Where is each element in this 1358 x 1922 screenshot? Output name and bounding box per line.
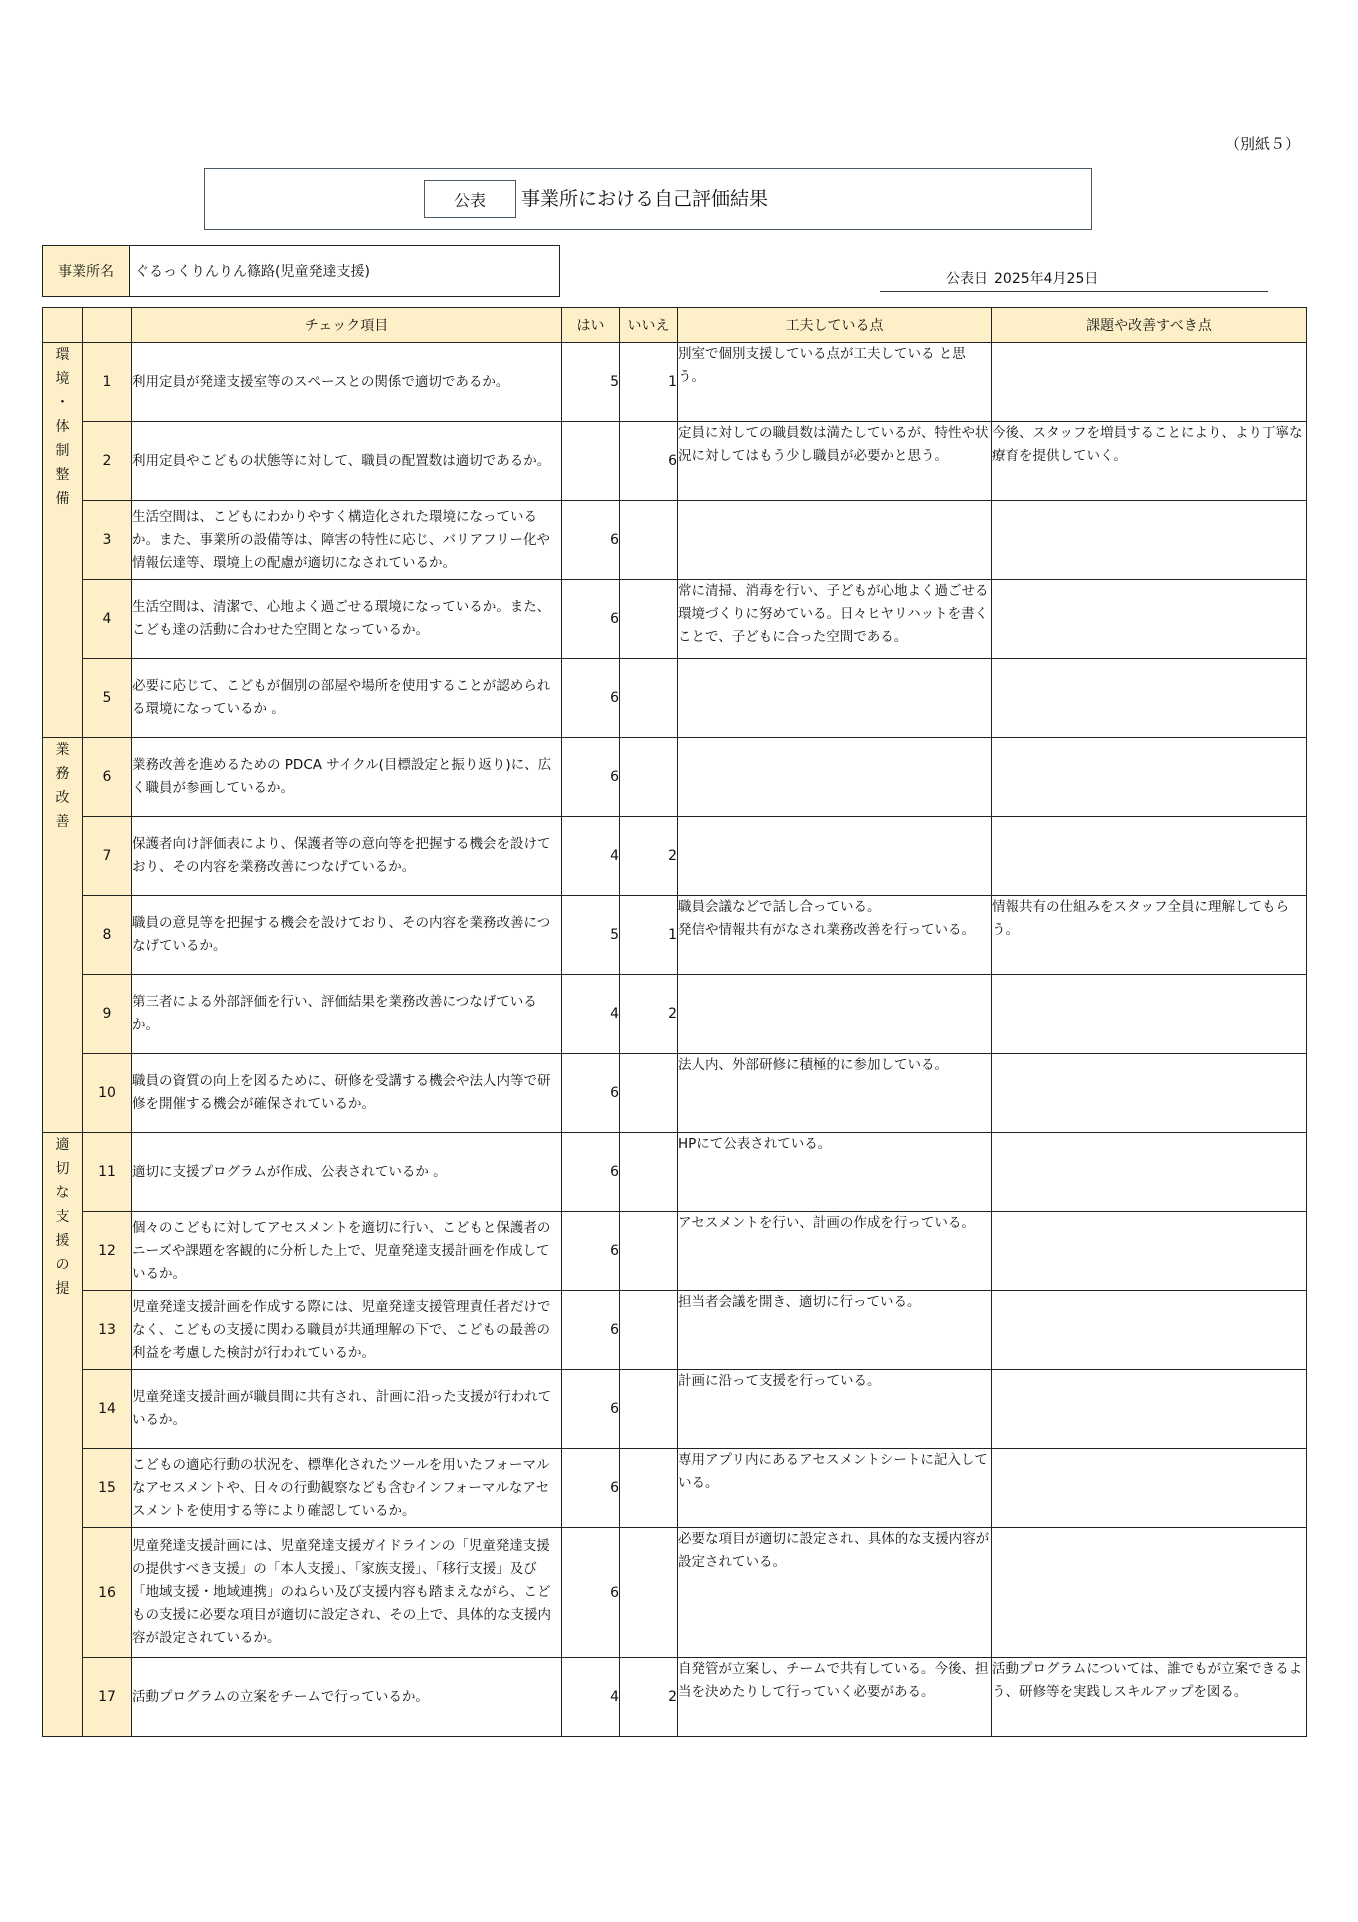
header-yes: はい [562, 308, 620, 343]
good-point: 自発管が立案し、チームで共有している。今後、担当を決めたりして行っていく必要がある。 [678, 1658, 992, 1737]
issue-point [992, 1370, 1307, 1449]
table-row [43, 1133, 1307, 1212]
issue-point [992, 580, 1307, 659]
publication-date-value: 2025年4月25日 [994, 271, 1099, 287]
table-row [43, 1528, 1307, 1658]
good-point: 計画に沿って支援を行っている。 [678, 1370, 992, 1449]
good-point: 担当者会議を開き、適切に行っている。 [678, 1291, 992, 1370]
row-number: 7 [83, 817, 132, 896]
no-count [620, 659, 678, 738]
row-number: 14 [83, 1370, 132, 1449]
good-point [678, 738, 992, 817]
issue-point: 情報共有の仕組みをスタッフ全員に理解してもらう。 [992, 896, 1307, 975]
good-point: 必要な項目が適切に設定され、具体的な支援内容が設定されている。 [678, 1528, 992, 1658]
yes-count: 6 [562, 1133, 620, 1212]
no-count [620, 501, 678, 580]
category-cell [43, 738, 83, 1133]
issue-point [992, 659, 1307, 738]
row-number: 4 [83, 580, 132, 659]
office-label: 事業所名 [43, 246, 130, 296]
no-count [620, 738, 678, 817]
good-point: HPにて公表されている。 [678, 1133, 992, 1212]
annex-label: （別紙５） [1224, 135, 1300, 153]
good-point [678, 817, 992, 896]
issue-point [992, 1528, 1307, 1658]
header-no: いいえ [620, 308, 678, 343]
check-item: 児童発達支援計画を作成する際には、児童発達支援管理責任者だけでなく、こどもの支援に関わる職員が共通理解の下で、こどもの最善の利益を考慮した検討が行われているか。 [132, 1291, 562, 1370]
table-row [43, 1054, 1307, 1133]
check-item: 活動プログラムの立案をチームで行っているか。 [132, 1658, 562, 1737]
header-issues: 課題や改善すべき点 [992, 308, 1307, 343]
check-item: 児童発達支援計画には、児童発達支援ガイドラインの「児童発達支援の提供すべき支援」の「本人支援」、「家族支援」、「移行支援」及び「地域支援・地域連携」のねらい及び支援内容も踏まえながら、こどもの支援に必要な項目が適切に設定され、その上で、具体的な支援内容が設定されているか。 [132, 1528, 562, 1658]
row-number: 15 [83, 1449, 132, 1528]
row-number: 11 [83, 1133, 132, 1212]
table-row [43, 738, 1307, 817]
no-count [620, 580, 678, 659]
header-number [83, 308, 132, 343]
yes-count: 5 [562, 896, 620, 975]
row-number: 10 [83, 1054, 132, 1133]
issue-point [992, 501, 1307, 580]
category-label: 環 境 ・ 体 制 整 備 [55, 347, 70, 507]
good-point: 別室で個別支援している点が工夫している と思う。 [678, 343, 992, 422]
yes-count [562, 422, 620, 501]
publication-date [880, 268, 1268, 292]
public-tag: 公表 [424, 180, 516, 218]
check-item: 職員の資質の向上を図るために、研修を受講する機会や法人内等で研修を開催する機会が確保されているか。 [132, 1054, 562, 1133]
table-row [43, 817, 1307, 896]
good-point [678, 659, 992, 738]
issue-point [992, 1054, 1307, 1133]
yes-count: 6 [562, 580, 620, 659]
check-item: 利用定員が発達支援室等のスペースとの関係で適切であるか。 [132, 343, 562, 422]
row-number: 6 [83, 738, 132, 817]
category-label: 適 切 な 支 援 の 提 [55, 1137, 70, 1297]
check-item: 適切に支援プログラムが作成、公表されているか 。 [132, 1133, 562, 1212]
no-count: 2 [620, 975, 678, 1054]
issue-point [992, 1133, 1307, 1212]
issue-point [992, 1212, 1307, 1291]
yes-count: 4 [562, 975, 620, 1054]
no-count [620, 1528, 678, 1658]
good-point: 法人内、外部研修に積極的に参加している。 [678, 1054, 992, 1133]
yes-count: 4 [562, 1658, 620, 1737]
good-point: 定員に対しての職員数は満たしているが、特性や状況に対してはもう少し職員が必要かと思う。 [678, 422, 992, 501]
header-good-points: 工夫している点 [678, 308, 992, 343]
category-cell [43, 1133, 83, 1737]
check-item: 保護者向け評価表により、保護者等の意向等を把握する機会を設けており、その内容を業務改善につなげているか。 [132, 817, 562, 896]
header-check-item: チェック項目 [132, 308, 562, 343]
no-count [620, 1133, 678, 1212]
evaluation-table [42, 307, 1307, 1737]
row-number: 16 [83, 1528, 132, 1658]
title-box [204, 168, 1092, 230]
issue-point [992, 1449, 1307, 1528]
office-name: ぐるっくりんりん篠路(児童発達支援) [135, 264, 370, 280]
check-item: 生活空間は、こどもにわかりやすく構造化された環境になっているか。また、事業所の設備等は、障害の特性に応じ、バリアフリー化や情報伝達等、環境上の配慮が適切になされているか。 [132, 501, 562, 580]
issue-point [992, 975, 1307, 1054]
check-item: 職員の意見等を把握する機会を設けており、その内容を業務改善につなげているか。 [132, 896, 562, 975]
row-number: 1 [83, 343, 132, 422]
row-number: 12 [83, 1212, 132, 1291]
table-row [43, 896, 1307, 975]
yes-count: 6 [562, 1370, 620, 1449]
check-item: 生活空間は、清潔で、心地よく過ごせる環境になっているか。また、こども達の活動に合わせた空間となっているか。 [132, 580, 562, 659]
check-item: 個々のこどもに対してアセスメントを適切に行い、こどもと保護者のニーズや課題を客観的に分析した上で、児童発達支援計画を作成しているか。 [132, 1212, 562, 1291]
yes-count: 6 [562, 659, 620, 738]
no-count [620, 1449, 678, 1528]
table-row [43, 580, 1307, 659]
row-number: 17 [83, 1658, 132, 1737]
issue-point: 今後、スタッフを増員することにより、より丁寧な療育を提供していく。 [992, 422, 1307, 501]
table-header-row [43, 308, 1307, 343]
check-item: こどもの適応行動の状況を、標準化されたツールを用いたフォーマルなアセスメントや、日々の行動観察なども含むインフォーマルなアセスメントを使用する等により確認しているか。 [132, 1449, 562, 1528]
good-point: アセスメントを行い、計画の作成を行っている。 [678, 1212, 992, 1291]
good-point: 職員会議などで話し合っている。 発信や情報共有がなされ業務改善を行っている。 [678, 896, 992, 975]
check-item: 業務改善を進めるための PDCA サイクル(目標設定と振り返り)に、広く職員が参画しているか。 [132, 738, 562, 817]
check-item: 必要に応じて、こどもが個別の部屋や場所を使用することが認められる環境になっているか 。 [132, 659, 562, 738]
row-number: 13 [83, 1291, 132, 1370]
yes-count: 6 [562, 738, 620, 817]
row-number: 9 [83, 975, 132, 1054]
table-row [43, 659, 1307, 738]
no-count: 2 [620, 817, 678, 896]
no-count [620, 1212, 678, 1291]
row-number: 5 [83, 659, 132, 738]
yes-count: 6 [562, 1054, 620, 1133]
office-box [42, 245, 560, 297]
category-cell [43, 343, 83, 738]
row-number: 3 [83, 501, 132, 580]
row-number: 8 [83, 896, 132, 975]
yes-count: 6 [562, 501, 620, 580]
row-number: 2 [83, 422, 132, 501]
category-label: 業 務 改 善 [55, 742, 70, 830]
no-count: 2 [620, 1658, 678, 1737]
table-row [43, 975, 1307, 1054]
no-count [620, 1370, 678, 1449]
issue-point [992, 817, 1307, 896]
good-point [678, 975, 992, 1054]
no-count: 6 [620, 422, 678, 501]
table-row [43, 501, 1307, 580]
publication-date-label: 公表日 [946, 271, 988, 287]
table-row [43, 422, 1307, 501]
issue-point [992, 1291, 1307, 1370]
issue-point [992, 738, 1307, 817]
table-row [43, 1370, 1307, 1449]
check-item: 第三者による外部評価を行い、評価結果を業務改善につなげているか。 [132, 975, 562, 1054]
no-count [620, 1054, 678, 1133]
issue-point [992, 343, 1307, 422]
header-category [43, 308, 83, 343]
yes-count: 5 [562, 343, 620, 422]
yes-count: 4 [562, 817, 620, 896]
page-bottom-margin [0, 1742, 1358, 1922]
yes-count: 6 [562, 1449, 620, 1528]
table-row [43, 1449, 1307, 1528]
page-title: 事業所における自己評価結果 [521, 188, 769, 210]
check-item: 児童発達支援計画が職員間に共有され、計画に沿った支援が行われているか。 [132, 1370, 562, 1449]
table-row [43, 1658, 1307, 1737]
issue-point: 活動プログラムについては、誰でもが立案できるよう、研修等を実践しスキルアップを図る。 [992, 1658, 1307, 1737]
no-count [620, 1291, 678, 1370]
yes-count: 6 [562, 1528, 620, 1658]
no-count: 1 [620, 896, 678, 975]
yes-count: 6 [562, 1291, 620, 1370]
no-count: 1 [620, 343, 678, 422]
good-point: 専用アプリ内にあるアセスメントシートに記入している。 [678, 1449, 992, 1528]
table-row [43, 1291, 1307, 1370]
good-point: 常に清掃、消毒を行い、子どもが心地よく過ごせる環境づくりに努めている。日々ヒヤリハットを書くことで、子どもに合った空間である。 [678, 580, 992, 659]
table-row [43, 343, 1307, 422]
good-point [678, 501, 992, 580]
table-row [43, 1212, 1307, 1291]
check-item: 利用定員やこどもの状態等に対して、職員の配置数は適切であるか。 [132, 422, 562, 501]
yes-count: 6 [562, 1212, 620, 1291]
